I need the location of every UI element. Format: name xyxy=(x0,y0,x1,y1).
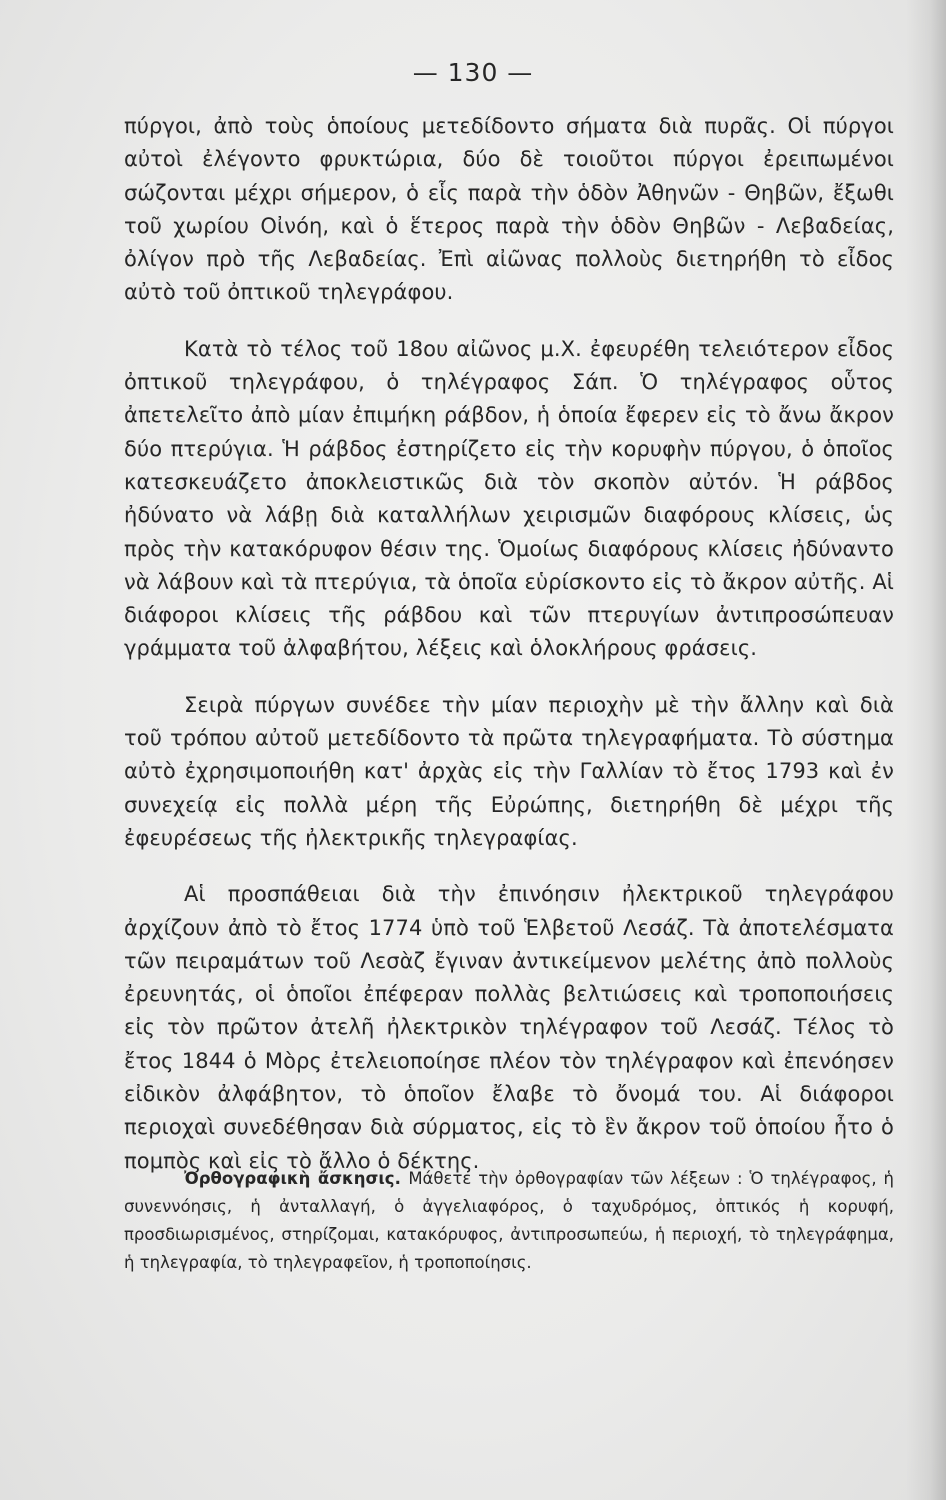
page-edge-shadow xyxy=(906,0,946,1500)
paragraph-4: Αἱ προσπάθειαι διὰ τὴν ἐπινόησιν ἠλεκτρικοῦ τηλεγράφου ἀρχίζουν ἀπὸ τὸ ἔτος 1774 ὑπὸ τοῦ Ἑλβετοῦ Λεσάζ. Τὰ ἀποτελέσματα τῶν πειραμάτων τοῦ Λεσὰζ ἔγιναν ἀντικείμενον μελέτης ἀπὸ πολλοὺς ἐρευνητάς, οἱ ὁποῖοι ἐπέφεραν πολλὰς βελτιώσεις καὶ τροποποιήσεις εἰς τὸν πρῶτον ἀτελῆ ἠλεκτρικὸν τηλέγραφον τοῦ Λεσάζ. Τέλος τὸ ἔτος 1844 ὁ Μὸρς ἐτελειοποίησε πλέον τὸν τηλέγραφον καὶ ἐπενόησεν εἰδικὸν ἀλφάβητον, τὸ ὁποῖον ἔλαβε τὸ ὄνομά του. Αἱ διάφοροι περιοχαὶ συνεδέθησαν διὰ σύρματος, εἰς τὸ ἓν ἄκρον τοῦ ὁποίου ἦτο ὁ πομπὸς καὶ εἰς τὸ ἄλλο ὁ δέκτης. xyxy=(124,882,894,1173)
paragraph-1: πύργοι, ἀπὸ τοὺς ὁποίους μετεδίδοντο σήματα διὰ πυρᾶς. Οἱ πύργοι αὐτοὶ ἐλέγοντο φρυκτώρια, δύο δὲ τοιοῦτοι πύργοι ἐρειπωμένοι σώζονται μέχρι σήμερον, ὁ εἷς παρὰ τὴν ὁδὸν Ἀθηνῶν - Θηβῶν, ἔξωθι τοῦ χωρίου Οἰνόη, καὶ ὁ ἕτερος παρὰ τὴν ὁδὸν Θηβῶν - Λεβαδείας, ὀλίγον πρὸ τῆς Λεβαδείας. Ἐπὶ αἰῶνας πολλοὺς διετηρήθη τὸ εἶδος αὐτὸ τοῦ ὀπτικοῦ τηλεγράφου. xyxy=(124,114,894,305)
spelling-exercise xyxy=(124,1165,894,1277)
body-text xyxy=(124,110,894,1201)
exercise-text: Μάθετε τὴν ὀρθογραφίαν τῶν λέξεων : Ὁ τηλέγραφος, ἡ συνεννόησις, ἡ ἀνταλλαγή, ὁ ἀγγελιαφόρος, ὁ ταχυδρόμος, ὀπτικός ἡ κορυφή, προσδιωρισμένος, στηρίζομαι, κατακόρυφος, ἀντιπροσωπεύω, ἡ περιοχή, τὸ τηλεγράφημα, ἡ τηλεγραφία, τὸ τηλεγραφεῖον, ἡ τροποποίησις. xyxy=(124,1169,894,1272)
paragraph-3: Σειρὰ πύργων συνέδεε τὴν μίαν περιοχὴν μὲ τὴν ἄλλην καὶ διὰ τοῦ τρόπου αὐτοῦ μετεδίδοντο τὰ πρῶτα τηλεγραφήματα. Τὸ σύστημα αὐτὸ ἐχρησιμοποιήθη κατ' ἀρχὰς εἰς τὴν Γαλλίαν τὸ ἔτος 1793 καὶ ἐν συνεχείᾳ εἰς πολλὰ μέρη τῆς Εὐρώπης, διετηρήθη δὲ μέχρι τῆς ἐφευρέσεως τῆς ἠλεκτρικῆς τηλεγραφίας. xyxy=(124,692,894,850)
exercise-title: Ὀρθογραφικὴ ἄσκησις. xyxy=(184,1169,409,1188)
page-number: — 130 — xyxy=(412,58,534,87)
paragraph-2: Κατὰ τὸ τέλος τοῦ 18ου αἰῶνος μ.Χ. ἐφευρέθη τελειότερον εἶδος ὀπτικοῦ τηλεγράφου, ὁ τηλέγραφος Σάπ. Ὁ τηλέγραφος οὗτος ἀπετελεῖτο ἀπὸ μίαν ἐπιμήκη ράβδον, ἡ ὁποία ἔφερεν εἰς τὸ ἄνω ἄκρον δύο πτερύγια. Ἡ ράβδος ἐστηρίζετο εἰς τὴν κορυφὴν πύργου, ὁ ὁποῖος κατεσκευάζετο ἀποκλειστικῶς διὰ τὸν σκοπὸν αὐτόν. Ἡ ράβδος ἠδύνατο νὰ λάβῃ διὰ καταλλήλων χειρισμῶν διαφόρους κλίσεις, ὡς πρὸς τὴν κατακόρυφον θέσιν της. Ὁμοίως διαφόρους κλίσεις ἠδύναντο νὰ λάβουν καὶ τὰ πτερύγια, τὰ ὁποῖα εὑρίσκοντο εἰς τὸ ἄκρον αὐτῆς. Αἱ διάφοροι κλίσεις τῆς ράβδου καὶ τῶν πτερυγίων ἀντιπροσώπευαν γράμματα τοῦ ἀλφαβήτου, λέξεις καὶ ὁλοκλήρους φράσεις. xyxy=(124,336,894,661)
